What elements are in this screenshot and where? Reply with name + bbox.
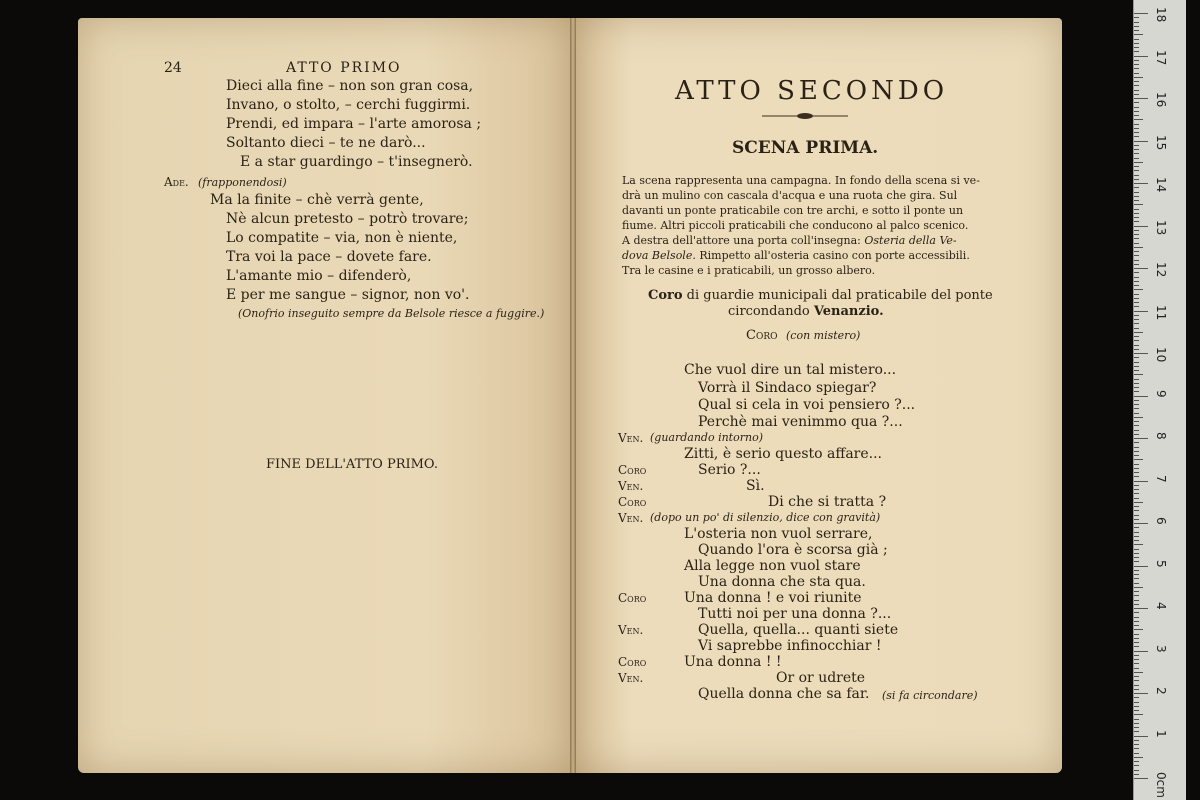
scene-description-line: Tra le casine e i praticabili, un grosso albero.: [622, 264, 876, 277]
ruler-label: 10: [1154, 347, 1168, 363]
speaker-label: Ven.: [618, 671, 644, 685]
ruler-tick: [1134, 476, 1139, 477]
ruler-tick: [1134, 493, 1139, 494]
verse-line: Alla legge non vuol stare: [684, 558, 861, 574]
ruler-tick: [1134, 481, 1148, 482]
ruler-tick: [1134, 60, 1139, 61]
ruler-tick: [1134, 200, 1139, 201]
ruler-tick: [1134, 604, 1139, 605]
ruler-tick: [1134, 374, 1143, 375]
ruler-tick: [1134, 251, 1139, 252]
ruler-tick: [1134, 162, 1143, 163]
ruler-tick: [1134, 366, 1139, 367]
ruler-tick: [1134, 778, 1148, 779]
ruler-tick: [1134, 187, 1139, 188]
ruler-tick: [1134, 634, 1139, 635]
speaker-label: Ven.: [618, 479, 644, 493]
stage-direction: (guardando intorno): [650, 431, 763, 444]
ruler-tick: [1134, 13, 1148, 14]
ruler-tick: [1134, 761, 1139, 762]
ruler-tick: [1134, 600, 1139, 601]
ruler-tick: [1134, 510, 1139, 511]
ruler-tick: [1134, 659, 1139, 660]
ruler-tick: [1134, 73, 1139, 74]
measurement-ruler: [1133, 0, 1186, 800]
verse-line: Vorrà il Sindaco spiegar?: [698, 380, 877, 396]
ruler-tick: [1134, 612, 1139, 613]
ruler-label: 3: [1154, 644, 1168, 653]
ruler-tick: [1134, 583, 1139, 584]
ruler-tick: [1134, 472, 1139, 473]
end-of-act: FINE DELL'ATTO PRIMO.: [266, 457, 438, 472]
ruler-tick: [1134, 638, 1139, 639]
chorus-intro: Coro di guardie municipali dal praticabile del ponte: [648, 288, 993, 303]
ruler-tick: [1134, 417, 1143, 418]
ruler-tick: [1134, 17, 1139, 18]
ruler-tick: [1134, 302, 1139, 303]
scene-description-line: La scena rappresenta una campagna. In fondo della scena si ve-: [622, 174, 980, 187]
ruler-tick: [1134, 629, 1143, 630]
ruler-tick: [1134, 672, 1143, 673]
ruler-tick: [1134, 183, 1148, 184]
ruler-tick: [1134, 383, 1139, 384]
ruler-label: 9: [1154, 389, 1168, 398]
ruler-tick: [1134, 404, 1139, 405]
verse-line: L'osteria non vuol serrare,: [684, 526, 873, 542]
stage-direction: (dopo un po' di silenzio, dice con gravità): [650, 511, 881, 524]
ruler-tick: [1134, 455, 1139, 456]
ruler-tick: [1134, 451, 1139, 452]
ruler-tick: [1134, 43, 1139, 44]
ruler-tick: [1134, 544, 1143, 545]
verse-line: Dieci alla fine – non son gran cosa,: [226, 78, 474, 94]
ruler-tick: [1134, 391, 1139, 392]
scene-description-line: fiume. Altri piccoli praticabili che conducono al palco scenico.: [622, 219, 969, 232]
ruler-tick: [1134, 306, 1139, 307]
verse-line: Vi saprebbe infinocchiar !: [698, 638, 882, 654]
ruler-tick: [1134, 765, 1139, 766]
ruler-tick: [1134, 557, 1139, 558]
verse-line: Che vuol dire un tal mistero...: [684, 362, 897, 378]
ruler-tick: [1134, 663, 1139, 664]
ruler-tick: [1134, 196, 1139, 197]
ruler-tick: [1134, 502, 1143, 503]
verse-line: Prendi, ed impara – l'arte amorosa ;: [226, 116, 482, 132]
ruler-tick: [1134, 217, 1139, 218]
ruler-tick: [1134, 714, 1143, 715]
stage-direction: (si fa circondare): [882, 689, 978, 702]
verse-line: Tra voi la pace – dovete fare.: [226, 249, 432, 265]
ruler-tick: [1134, 425, 1139, 426]
ruler-tick: [1134, 226, 1148, 227]
stage-direction: (Onofrio inseguito sempre da Belsole riesce a fuggire.): [238, 307, 545, 320]
ruler-tick: [1134, 81, 1139, 82]
ruler-label: 0cm: [1154, 772, 1168, 798]
ruler-tick: [1134, 770, 1139, 771]
ruler-tick: [1134, 702, 1139, 703]
ruler-tick: [1134, 621, 1139, 622]
ruler-tick: [1134, 370, 1139, 371]
ruler-tick: [1134, 221, 1139, 222]
ruler-tick: [1134, 175, 1139, 176]
verse-line: Invano, o stolto, – cerchi fuggirmi.: [226, 97, 471, 113]
ruler-tick: [1134, 158, 1139, 159]
ruler-label: 17: [1154, 49, 1168, 65]
verse-line: Tutti noi per una donna ?...: [698, 606, 892, 622]
ruler-tick: [1134, 646, 1139, 647]
scene-description-line: A destra dell'attore una porta coll'insegna: Osteria della Ve-: [622, 234, 957, 247]
ruler-label: 15: [1154, 134, 1168, 150]
ruler-label: 4: [1154, 602, 1168, 610]
ruler-tick: [1134, 94, 1139, 95]
speaker-label: Coro: [618, 655, 647, 669]
stage-direction: (frapponendosi): [198, 176, 287, 189]
act-title: ATTO SECONDO: [675, 76, 949, 106]
ruler-tick: [1134, 47, 1139, 48]
ruler-tick: [1134, 740, 1139, 741]
ruler-tick: [1134, 328, 1139, 329]
speaker-label: Ven.: [618, 431, 644, 445]
ruler-tick: [1134, 192, 1139, 193]
ruler-tick: [1134, 719, 1139, 720]
ruler-tick: [1134, 736, 1148, 737]
ruler-tick: [1134, 523, 1148, 524]
ruler-tick: [1134, 642, 1139, 643]
ruler-tick: [1134, 676, 1139, 677]
ruler-tick: [1134, 693, 1148, 694]
ruler-tick: [1134, 561, 1139, 562]
verse-line: Una donna che sta qua.: [698, 574, 866, 590]
ruler-tick: [1134, 685, 1139, 686]
speaker-label: Ade.: [164, 175, 189, 189]
ruler-tick: [1134, 570, 1139, 571]
verse-line: Serio ?...: [698, 462, 761, 478]
ruler-tick: [1134, 459, 1143, 460]
ruler-label: 1: [1154, 729, 1168, 738]
ruler-tick: [1134, 311, 1148, 312]
ruler-tick: [1134, 379, 1139, 380]
ruler-label: 11: [1154, 304, 1168, 320]
ruler-tick: [1134, 566, 1148, 567]
ruler-tick: [1134, 464, 1139, 465]
chorus-intro: circondando Venanzio.: [728, 304, 884, 319]
ruler-tick: [1134, 77, 1143, 78]
ruler-tick: [1134, 753, 1139, 754]
ruler-tick: [1134, 519, 1139, 520]
ruler-tick: [1134, 260, 1139, 261]
ruler-tick: [1134, 697, 1139, 698]
speaker-label: Coro: [618, 463, 647, 477]
verse-line: Ma la finite – chè verrà gente,: [210, 192, 424, 208]
ruler-tick: [1134, 264, 1139, 265]
verse-line: Quella, quella... quanti siete: [698, 622, 899, 638]
scene-description-line: davanti un ponte praticabile con tre archi, e sotto il ponte un: [622, 204, 964, 217]
verse-line: Una donna ! !: [684, 654, 782, 670]
ruler-label: 18: [1154, 7, 1168, 23]
ruler-tick: [1134, 336, 1139, 337]
ruler-tick: [1134, 102, 1139, 103]
ruler-label: 14: [1154, 177, 1168, 193]
verse-line: Nè alcun pretesto – potrò trovare;: [226, 211, 469, 227]
ruler-tick: [1134, 362, 1139, 363]
ruler-tick: [1134, 145, 1139, 146]
ruler-tick: [1134, 710, 1139, 711]
ruler-tick: [1134, 204, 1143, 205]
verse-line: Perchè mai venimmo qua ?...: [698, 414, 903, 430]
ruler-tick: [1134, 723, 1139, 724]
ruler-tick: [1134, 332, 1143, 333]
ruler-tick: [1134, 170, 1139, 171]
ruler-tick: [1134, 98, 1148, 99]
ruler-label: 7: [1154, 474, 1168, 483]
verse-line: Una donna ! e voi riunite: [684, 590, 862, 606]
ruler-tick: [1134, 532, 1139, 533]
ruler-tick: [1134, 349, 1139, 350]
ruler-label: 5: [1154, 559, 1168, 568]
verse-line: Quando l'ora è scorsa già ;: [698, 542, 888, 558]
ruler-tick: [1134, 323, 1139, 324]
verse-line: Sì.: [746, 478, 765, 494]
ruler-tick: [1134, 107, 1139, 108]
ruler-tick: [1134, 574, 1139, 575]
ruler-label: 16: [1154, 92, 1168, 108]
ruler-tick: [1134, 442, 1139, 443]
verse-line: Soltanto dieci – te ne darò...: [226, 135, 426, 151]
ruler-tick: [1134, 668, 1139, 669]
ruler-tick: [1134, 141, 1148, 142]
scene-description-line: drà un mulino con cascala d'acqua e una ruota che gira. Sul: [622, 189, 958, 202]
ruler-tick: [1134, 438, 1148, 439]
ruler-tick: [1134, 744, 1139, 745]
ruler-tick: [1134, 285, 1139, 286]
ruler-tick: [1134, 595, 1139, 596]
ruler-tick: [1134, 289, 1143, 290]
ruler-label: 8: [1154, 432, 1168, 440]
ruler-tick: [1134, 757, 1143, 758]
ruler-tick: [1134, 498, 1139, 499]
ruler-tick: [1134, 255, 1139, 256]
ruler-tick: [1134, 549, 1139, 550]
ruler-tick: [1134, 400, 1139, 401]
ruler-tick: [1134, 119, 1143, 120]
verse-line: Or or udrete: [776, 670, 866, 686]
ruler-tick: [1134, 272, 1139, 273]
ruler-label: 6: [1154, 517, 1168, 525]
ruler-tick: [1134, 132, 1139, 133]
ruler-tick: [1134, 578, 1139, 579]
ruler-tick: [1134, 238, 1139, 239]
page-number: 24: [164, 60, 182, 76]
verse-line: Lo compatite – via, non è niente,: [226, 230, 458, 246]
scene-description-line: dova Belsole. Rimpetto all'osteria casino con porte accessibili.: [622, 249, 970, 262]
ruler-tick: [1134, 430, 1139, 431]
ruler-label: 2: [1154, 687, 1168, 695]
ruler-tick: [1134, 234, 1139, 235]
ruler-tick: [1134, 357, 1139, 358]
ruler-tick: [1134, 51, 1139, 52]
ruler-tick: [1134, 56, 1148, 57]
ruler-tick: [1134, 179, 1139, 180]
ruler-tick: [1134, 230, 1139, 231]
ruler-tick: [1134, 434, 1139, 435]
ruler-label: 12: [1154, 262, 1168, 278]
ruler-tick: [1134, 85, 1139, 86]
verse-line: Zitti, è serio questo affare...: [684, 446, 883, 462]
verse-line: E a star guardingo – t'insegnerò.: [240, 154, 473, 170]
verse-line: L'amante mio – difenderò,: [226, 268, 412, 284]
ruler-tick: [1134, 587, 1143, 588]
ruler-tick: [1134, 651, 1148, 652]
ruler-tick: [1134, 515, 1139, 516]
ruler-tick: [1134, 421, 1139, 422]
ruler-tick: [1134, 209, 1139, 210]
ruler-tick: [1134, 268, 1148, 269]
ruler-tick: [1134, 774, 1139, 775]
ruler-tick: [1134, 625, 1139, 626]
ruler-tick: [1134, 340, 1139, 341]
ruler-tick: [1134, 706, 1139, 707]
ruler-tick: [1134, 22, 1139, 23]
ruler-tick: [1134, 34, 1143, 35]
ruler-tick: [1134, 90, 1139, 91]
ruler-tick: [1134, 277, 1139, 278]
ruler-tick: [1134, 617, 1139, 618]
ruler-tick: [1134, 353, 1148, 354]
speaker-label: Coro: [618, 591, 647, 605]
ruler-tick: [1134, 608, 1148, 609]
ruler-tick: [1134, 319, 1139, 320]
ruler-tick: [1134, 536, 1139, 537]
ruler-tick: [1134, 243, 1139, 244]
ruler-tick: [1134, 655, 1139, 656]
ruler-tick: [1134, 115, 1139, 116]
ruler-tick: [1134, 39, 1139, 40]
verse-line: E per me sangue – signor, non vo'.: [226, 287, 470, 303]
ruler-tick: [1134, 689, 1139, 690]
ruler-tick: [1134, 111, 1139, 112]
ruler-tick: [1134, 591, 1139, 592]
ruler-tick: [1134, 447, 1139, 448]
stage-direction: (con mistero): [786, 329, 861, 342]
ruler-tick: [1134, 136, 1139, 137]
ruler-tick: [1134, 680, 1139, 681]
book-gutter: [570, 18, 576, 773]
ruler-tick: [1134, 30, 1139, 31]
ruler-tick: [1134, 124, 1139, 125]
ruler-tick: [1134, 396, 1148, 397]
ruler-tick: [1134, 298, 1139, 299]
running-head: ATTO PRIMO: [286, 60, 402, 76]
ruler-tick: [1134, 727, 1139, 728]
ruler-tick: [1134, 153, 1139, 154]
ruler-tick: [1134, 540, 1139, 541]
ruler-tick: [1134, 315, 1139, 316]
ruler-tick: [1134, 748, 1139, 749]
verse-line: Qual si cela in voi pensiero ?...: [698, 397, 916, 413]
verse-line: Di che si tratta ?: [768, 494, 887, 510]
ornament-rule: [760, 111, 850, 121]
ruler-tick: [1134, 68, 1139, 69]
scene-title: SCENA PRIMA.: [732, 138, 879, 158]
speaker-label: Coro: [618, 495, 647, 509]
ruler-tick: [1134, 387, 1139, 388]
ruler-tick: [1134, 281, 1139, 282]
ruler-tick: [1134, 527, 1139, 528]
ruler-tick: [1134, 64, 1139, 65]
ruler-tick: [1134, 731, 1139, 732]
ruler-tick: [1134, 213, 1139, 214]
ruler-tick: [1134, 408, 1139, 409]
ruler-tick: [1134, 128, 1139, 129]
ruler-tick: [1134, 345, 1139, 346]
ruler-tick: [1134, 166, 1139, 167]
speaker-label: Coro: [746, 328, 778, 343]
speaker-label: Ven.: [618, 623, 644, 637]
ruler-tick: [1134, 489, 1139, 490]
ruler-tick: [1134, 413, 1139, 414]
verse-line: Quella donna che sa far.: [698, 686, 870, 702]
ruler-tick: [1134, 294, 1139, 295]
ruler-tick: [1134, 26, 1139, 27]
ruler-tick: [1134, 468, 1139, 469]
ruler-tick: [1134, 553, 1139, 554]
speaker-label: Ven.: [618, 511, 644, 525]
ruler-tick: [1134, 506, 1139, 507]
ruler-tick: [1134, 247, 1143, 248]
ruler-tick: [1134, 485, 1139, 486]
ruler-label: 13: [1154, 219, 1168, 235]
ruler-tick: [1134, 149, 1139, 150]
